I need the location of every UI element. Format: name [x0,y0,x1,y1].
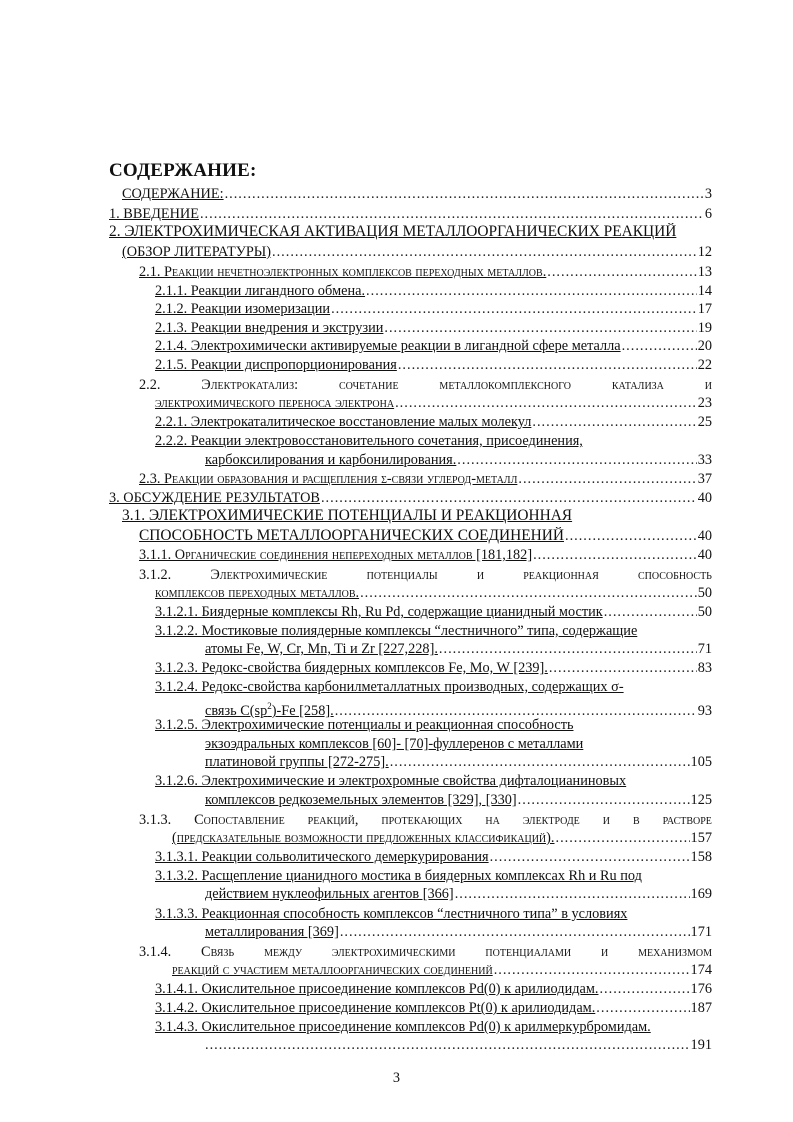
toc-page: 33 [697,452,712,468]
toc-word: на [485,812,500,828]
toc-entry[interactable] [109,489,712,507]
toc-word: 3.1.4. [139,944,172,960]
toc-title: СОДЕРЖАНИЕ: [122,186,224,202]
toc-page: 20 [697,338,712,354]
toc-title: 3.1.2.4. Редокс-свойства карбонилметаллатных производных, содержащих σ- [155,679,624,695]
toc-word: электрохимическими [331,944,456,960]
toc-entry[interactable] [122,507,712,525]
toc-word: в [632,812,640,828]
toc-page: 22 [697,357,712,373]
toc-title: 3.1.3.3. Реакционная способность комплексов “лестничного типа” в условиях [155,906,628,922]
toc-title: 3.1.4.2. Окислительное присоединение комплексов Pt(0) к арилиодидам. [155,1000,596,1016]
toc-entry[interactable] [155,622,712,640]
toc-word: потенциалами [485,944,572,960]
toc-entry[interactable] [155,659,712,677]
toc-word: 2.2. [139,377,161,393]
toc-entry[interactable] [155,999,712,1017]
toc-word: между [264,944,303,960]
toc-word: и [602,812,610,828]
toc-title: 3.1.4.3. Окислительное присоединение комплексов Pd(0) к арилмеркурбромидам. [155,1019,651,1035]
toc-page: 93 [697,702,712,719]
toc-title: атомы Fe, W, Cr, Mn, Ti и Zr [227,228]. [205,641,438,657]
toc-page: 71 [697,641,712,657]
toc-entry-continuation[interactable] [205,753,712,771]
toc-entry[interactable] [139,566,712,584]
toc-word: и [476,567,485,583]
toc-title: 2.1. Реакции нечетноэлектронных комплексов переходных металлов. [139,264,547,280]
toc-word: реакционная [523,567,599,583]
toc-title: карбоксилирования и карбонилирования. [205,452,457,468]
toc-entry-continuation[interactable] [205,451,712,469]
toc-title: 3.1.4.1. Окислительное присоединение комплексов Pd(0) к арилиодидам. [155,981,599,997]
toc-title: экзоэдральных комплексов [60]- [70]-фуллеренов с металлами [205,736,584,752]
toc-word: электроде [522,812,580,828]
toc-entry[interactable] [122,185,712,203]
toc-page: 125 [690,792,712,808]
toc-entry-continuation[interactable] [122,243,712,261]
toc-word: протекающих [381,812,463,828]
toc-entry[interactable] [155,772,712,790]
toc-entry[interactable] [155,848,712,866]
toc-entry[interactable] [155,432,712,450]
toc-entry[interactable] [139,263,712,281]
toc-entry[interactable] [109,205,712,223]
toc-word: металлокомплексного [439,377,571,393]
toc-title: 2.2.2. Реакции электровосстановительного сочетания, присоединения, [155,433,583,449]
toc-title: 3.1. ЭЛЕКТРОХИМИЧЕСКИЕ ПОТЕНЦИАЛЫ И РЕАКЦИОННАЯ [122,507,573,524]
toc-title: 3.1.1. Органические соединения непереходных металлов [181,182] [139,547,533,563]
toc-entry-continuation[interactable] [155,394,712,412]
toc-page: 17 [697,301,712,317]
toc-title: 2.1.1. Реакции лигандного обмена. [155,283,366,299]
toc-entry-continuation[interactable] [205,1036,712,1054]
toc-entry[interactable] [155,603,712,621]
toc-word: Сопоставление [194,812,285,828]
page-title: СОДЕРЖАНИЕ: [109,160,257,181]
toc-entry-continuation[interactable] [139,527,712,545]
toc-word: Электрокатализ: [201,377,299,393]
toc-entry[interactable] [155,319,712,337]
toc-entry[interactable] [155,413,712,431]
toc-entry[interactable] [139,546,712,564]
toc-page: 40 [697,490,712,506]
toc-entry[interactable] [139,811,712,829]
toc-word: реакций, [307,812,359,828]
toc-title: металлирования [369] [205,924,339,940]
toc-title: 3.1.2.6. Электрохимические и электрохромные свойства дифталоцианиновых [155,773,627,789]
toc-title: платиновой группы [272-275]. [205,754,389,770]
toc-word: Связь [201,944,235,960]
toc-entry[interactable] [155,1018,712,1036]
toc-page: 25 [697,414,712,430]
toc-page: 40 [697,547,712,563]
toc-entry[interactable] [155,356,712,374]
toc-entry-continuation[interactable] [205,640,712,658]
toc-entry[interactable] [155,300,712,318]
toc-page: 23 [697,395,712,411]
toc-title: 3.1.3.1. Реакции сольволитического демеркурирования [155,849,489,865]
toc-page: 105 [690,754,712,770]
toc-title: комплексов редкоземельных элементов [329], [330] [205,792,517,808]
toc-entry[interactable] [139,376,712,394]
toc-title: 3.1.2.2. Мостиковые полиядерные комплексы “лестничного” типа, содержащие [155,623,638,639]
toc-entry[interactable] [155,337,712,355]
toc-entry-continuation[interactable] [205,885,712,903]
toc-title: 1. ВВЕДЕНИЕ [109,206,199,222]
toc-page: 157 [690,830,712,846]
toc-entry-continuation[interactable] [172,961,712,979]
toc-title: (предсказательные возможности предложенных классификаций). [172,830,555,846]
toc-title-sup: 2 [267,701,272,711]
toc-page: 40 [697,528,712,544]
toc-title: 2.1.2. Реакции изомеризации [155,301,331,317]
toc-page: 191 [690,1037,712,1053]
toc-title-part: связь C(sp [205,702,268,719]
toc-entry[interactable] [155,980,712,998]
toc-word: Электрохимические [210,567,328,583]
toc-page: 3 [704,186,712,202]
toc-entry[interactable] [109,223,712,241]
page-number: 3 [392,1070,401,1086]
toc-word: потенциалы [366,567,438,583]
toc-page: 83 [697,660,712,676]
toc-title: 2.1.5. Реакции диспропорционирования [155,357,397,373]
toc-page: 158 [690,849,712,865]
toc-entry[interactable] [155,867,712,885]
toc-title: 3.1.3.2. Расщепление цианидного мостика в биядерных комплексах Rh и Ru под [155,868,642,884]
toc-title: реакций с участием металлоорганических соединений [172,962,493,978]
toc-page: 50 [697,585,712,601]
toc-page: 13 [697,264,712,280]
toc-title: СПОСОБНОСТЬ МЕТАЛЛООРГАНИЧЕСКИХ СОЕДИНЕНИЙ [139,527,564,544]
toc-word: механизмом [638,944,712,960]
toc-title: 3. ОБСУЖДЕНИЕ РЕЗУЛЬТАТОВ [109,490,320,506]
toc-title: 3.1.2.5. Электрохимические потенциалы и реакционная способность [155,717,574,733]
toc-title: 2.2.1. Электрокаталитическое восстановление малых молекул [155,414,532,430]
toc-entry[interactable] [139,470,712,488]
toc-title: электрохимического переноса электрона [155,395,395,411]
toc-entry-continuation[interactable] [205,735,712,753]
toc-entry-continuation[interactable] [155,584,712,602]
toc-page: 187 [690,1000,712,1016]
toc-word: и [704,377,712,393]
toc-title: 2.1.3. Реакции внедрения и экструзии [155,320,384,336]
toc-entry-continuation[interactable] [205,923,712,941]
toc-word: 3.1.2. [139,567,172,583]
toc-title: (ОБЗОР ЛИТЕРАТУРЫ) [122,244,272,260]
toc-page: 12 [697,244,712,260]
toc-page: 169 [690,886,712,902]
toc-entry[interactable] [155,716,712,734]
toc-title-part: )-Fe [258]. [271,702,334,719]
toc-word: 3.1.3. [139,812,172,828]
toc-page: 171 [690,924,712,940]
toc-title: 3.1.2.3. Редокс-свойства биядерных комплексов Fe, Mo, W [239]. [155,660,548,676]
toc-page: 6 [704,206,712,222]
toc-entry-continuation[interactable] [205,791,712,809]
toc-page: 50 [697,604,712,620]
toc-entry[interactable] [155,905,712,923]
toc-page: 37 [697,471,712,487]
toc-title: 3.1.2.1. Биядерные комплексы Rh, Ru Pd, содержащие цианидный мостик [155,604,603,620]
toc-page: 19 [697,320,712,336]
toc-page: 174 [690,962,712,978]
toc-word: сочетание [338,377,399,393]
toc-word: и [600,944,609,960]
toc-page: 14 [697,283,712,299]
toc-title: комплексов переходных металлов. [155,585,360,601]
toc-word: катализа [611,377,664,393]
toc-entry[interactable] [155,282,712,300]
toc-title: 2. ЭЛЕКТРОХИМИЧЕСКАЯ АКТИВАЦИЯ МЕТАЛЛООРГАНИЧЕСКИХ РЕАКЦИЙ [109,223,677,240]
toc-title: 2.1.4. Электрохимически активируемые реакции в лигандной сфере металла [155,338,621,354]
toc-title: 2.3. Реакции образования и расщепления σ-связи углерод-металл [139,471,518,487]
toc-page: 176 [690,981,712,997]
toc-word: способность [637,567,712,583]
toc-title: действием нуклеофильных агентов [366] [205,886,454,902]
toc-word: растворе [662,812,712,828]
toc-entry[interactable] [139,943,712,961]
toc-entry-continuation[interactable] [172,829,712,847]
toc-entry[interactable] [155,678,712,696]
